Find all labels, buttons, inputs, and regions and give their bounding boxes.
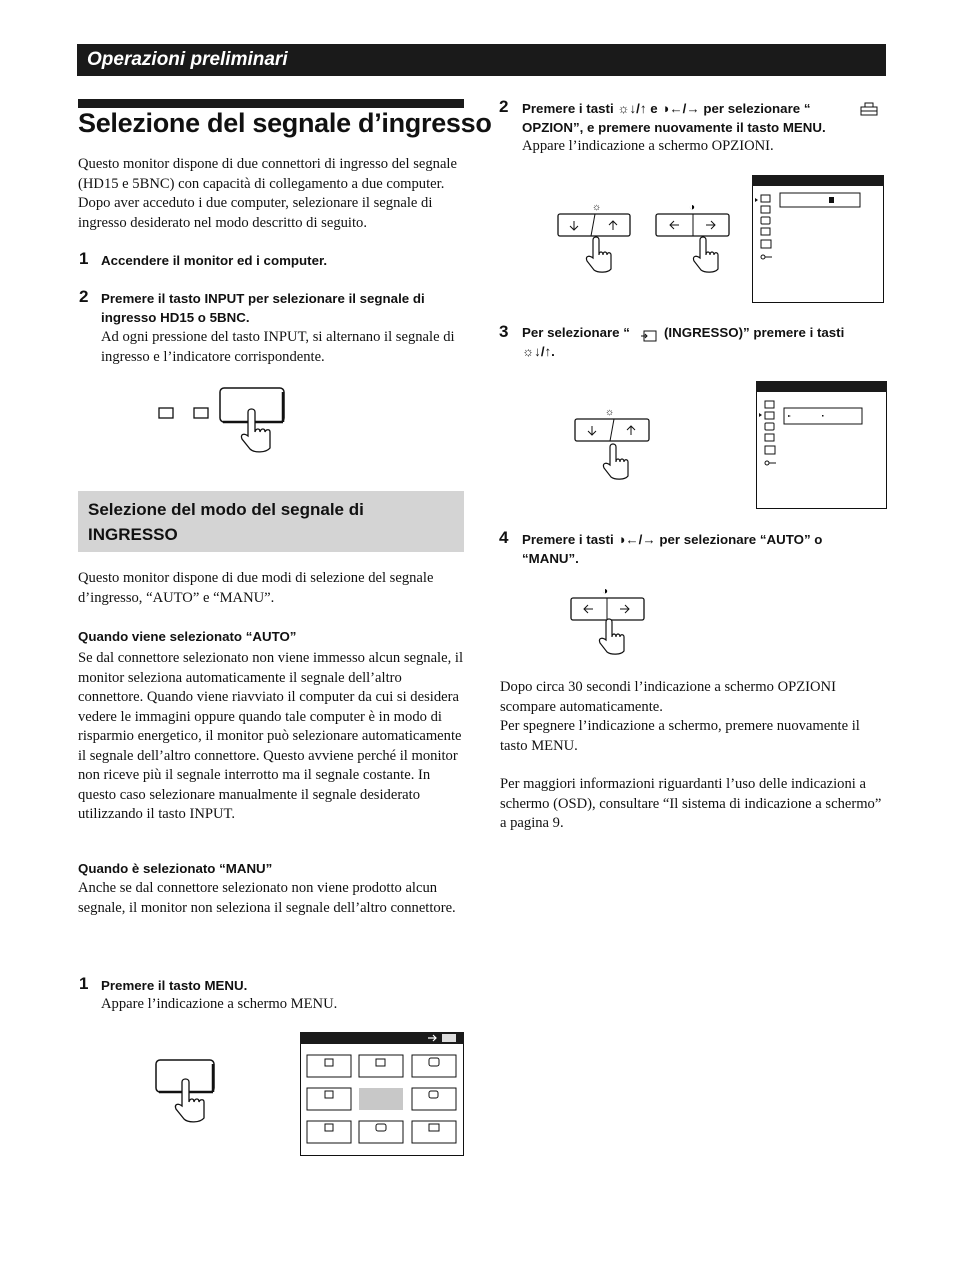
step-b2-text-b: OPZION”, e premere nuovamente il tasto MENU.	[522, 120, 826, 135]
option-toolbox-icon	[860, 102, 878, 116]
menu-button-illustration	[150, 1052, 230, 1132]
step-a2-number: 2	[79, 287, 89, 306]
subsection-intro: Questo monitor dispone di due modi di selezione del segnale d’ingresso, “AUTO” e “MANU”.	[78, 570, 434, 606]
step-a2-note: Ad ogni pressione del tasto INPUT, si alternano il segnale di ingresso e l’indicatore corrispondente.	[101, 329, 455, 365]
step-a1-number: 1	[79, 249, 89, 268]
step-b1-text: Premere il tasto MENU.	[101, 978, 248, 993]
page-title: Selezione del segnale d’ingresso	[78, 108, 492, 138]
brightness-buttons-illustration	[572, 403, 657, 493]
menu-osd-illustration	[300, 1032, 465, 1157]
step-b4-number: 4	[499, 528, 509, 547]
section-banner: Operazioni preliminari	[77, 44, 886, 76]
adjust-buttons-illustration	[555, 198, 745, 278]
auto-paragraph: Se dal connettore selezionato non viene immesso alcun segnale, il monitor seleziona automaticamente il segnale dell’altro connettore. Quando viene riavviato il computer da cui si desidera vedere le immagini oppure quando tale computer è in modo di risparmio energetico, il monitor può selezionare automaticamente il segnale dell’altro connettore. Questo avviene perché il monitor non riceve più il segnale interrotto ma il segnale costante. In questo caso selezionare manualmente il segnale desiderato utilizzando il tasto INPUT.	[78, 650, 463, 822]
input-button-illustration	[150, 380, 300, 460]
contrast-buttons-illustration	[568, 582, 653, 662]
step-b3-text-a: Per selezionare “	[522, 325, 630, 340]
step-b1-number: 1	[79, 974, 89, 993]
step-a1-text: Accendere il monitor ed i computer.	[101, 253, 328, 268]
options-osd-input-selected-illustration	[756, 381, 888, 511]
step-b3-text-c: ☼↓/↑.	[522, 344, 555, 359]
step-b2-number: 2	[499, 97, 509, 116]
step-b3-number: 3	[499, 322, 509, 341]
intro-paragraph: Questo monitor dispone di due connettori di ingresso del segnale (HD15 e 5BNC) con capacità di collegamento a due computer. Dopo aver acceduto i due computer, selezionare il segnale di ingresso desiderato nel modo descritto di seguito.	[78, 156, 457, 231]
step-b4-text: Premere i tasti ◑←/→ per selezionare “AUTO” o “MANU”.	[522, 532, 823, 566]
outro-paragraph-3: Per maggiori informazioni riguardanti l’uso delle indicazioni a schermo (OSD), consultare “Il sistema di indicazione a schermo” a pagina 9.	[500, 776, 882, 831]
input-connector-icon	[640, 329, 658, 343]
outro-paragraph-2: Per spegnere l’indicazione a schermo, premere nuovamente il tasto MENU.	[500, 718, 860, 754]
step-b1-note: Appare l’indicazione a schermo MENU.	[101, 996, 338, 1012]
manu-heading: Quando è selezionato “MANU”	[78, 861, 273, 876]
auto-heading: Quando viene selezionato “AUTO”	[78, 629, 297, 644]
manu-paragraph: Anche se dal connettore selezionato non viene prodotto alcun segnale, il monitor non seleziona il segnale dell’altro connettore.	[78, 880, 456, 916]
step-b3-text-b: (INGRESSO)” premere i tasti	[664, 325, 845, 340]
subsection-heading: Selezione del modo del segnale di INGRESSO	[78, 491, 464, 552]
svg-text:◑: ◑	[689, 202, 696, 213]
svg-text:◑: ◑	[602, 586, 609, 597]
step-a2-text: Premere il tasto INPUT per selezionare il segnale di ingresso HD15 o 5BNC.	[101, 291, 425, 325]
title-rule	[78, 99, 464, 108]
svg-text:☼: ☼	[605, 407, 615, 418]
outro-paragraph-1: Dopo circa 30 secondi l’indicazione a schermo OPZIONI scompare automaticamente.	[500, 679, 836, 715]
step-b2-note: Appare l’indicazione a schermo OPZIONI.	[522, 138, 774, 154]
options-osd-illustration	[752, 175, 885, 305]
step-b2-text-a: Premere i tasti ☼↓/↑ e ◑←/→ per selezionare “	[522, 101, 811, 116]
svg-text:☼: ☼	[592, 202, 602, 213]
